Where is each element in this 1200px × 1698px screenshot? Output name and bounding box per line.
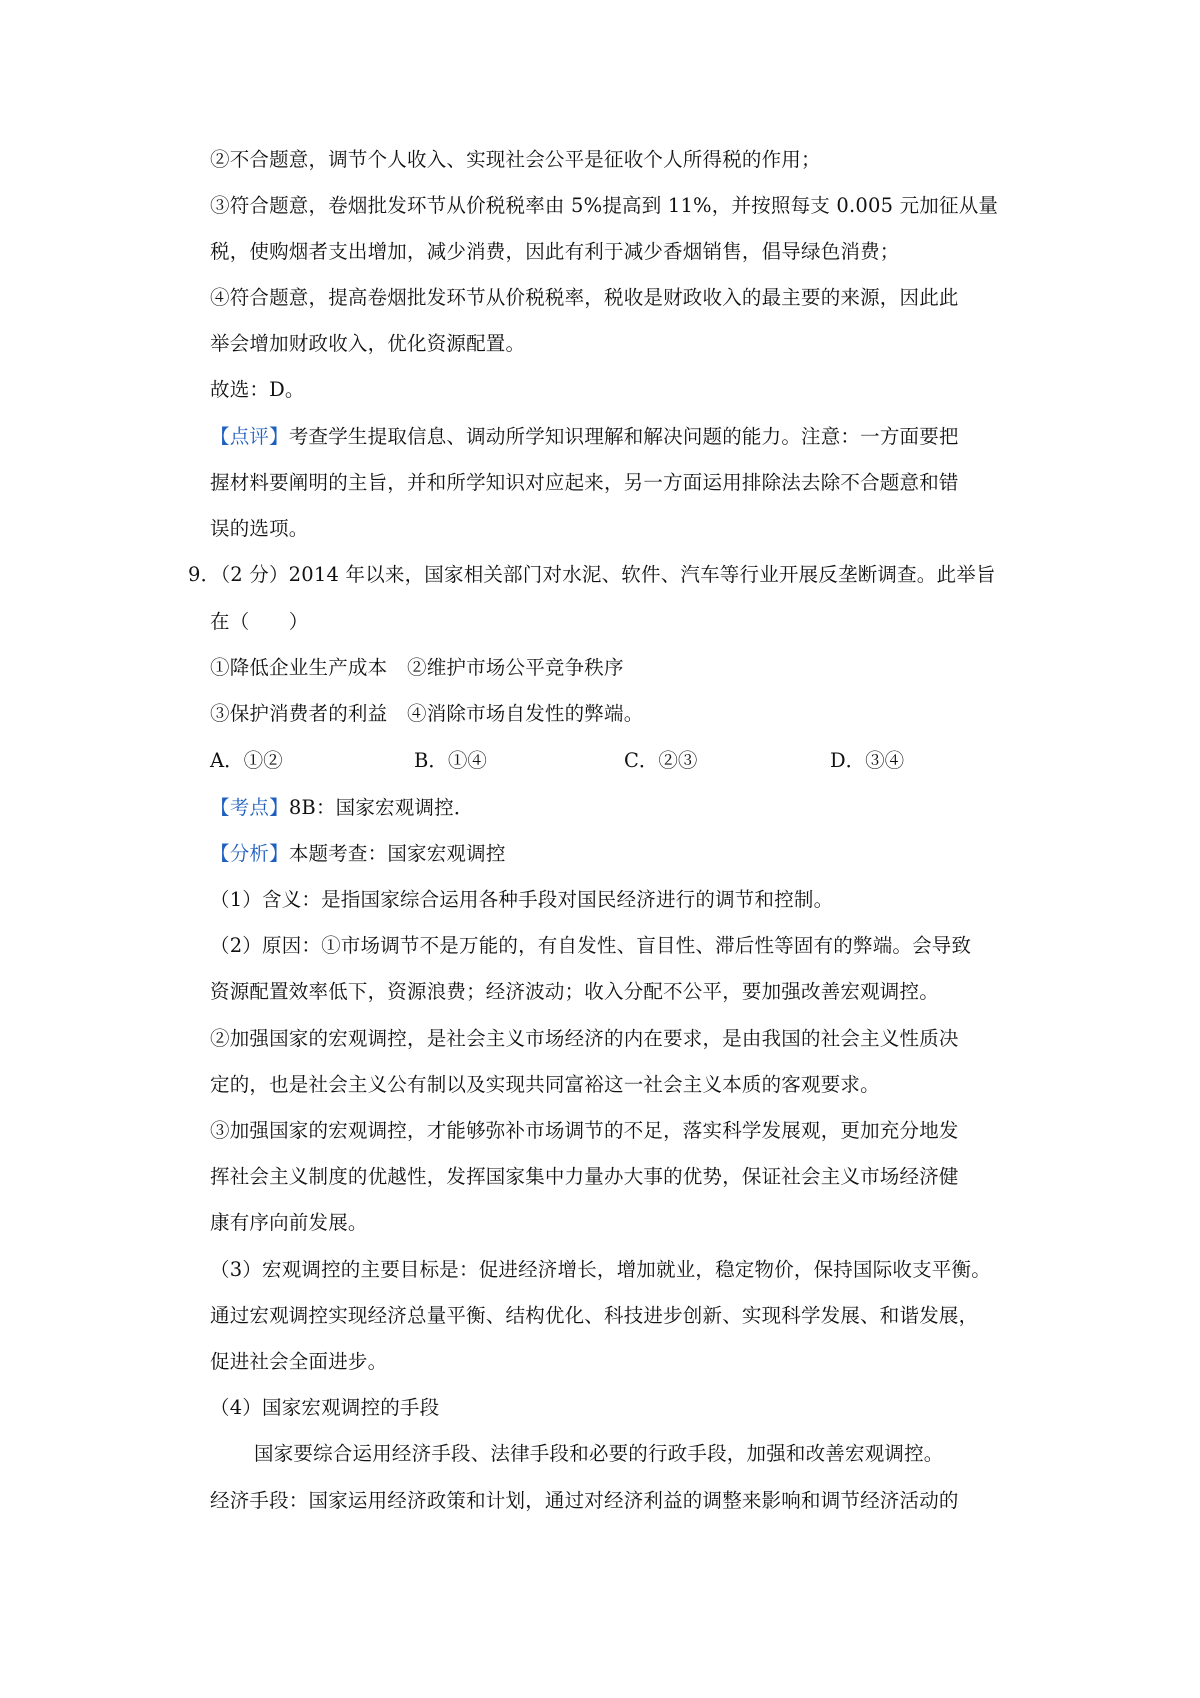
analysis-point-5-line-3: 促进社会全面进步。 bbox=[210, 1350, 388, 1373]
question-number: 9． bbox=[188, 563, 221, 586]
analysis-point-4-line-3: 康有序向前发展。 bbox=[210, 1211, 368, 1234]
analysis-point-5-line-1: （3）宏观调控的主要目标是：促进经济增长，增加就业，稳定物价，保持国际收支平衡。 bbox=[210, 1258, 991, 1281]
kaodian-text: 8B：国家宏观调控． bbox=[288, 796, 474, 819]
option-a: A．①② bbox=[210, 749, 283, 772]
fenxi-line bbox=[210, 840, 506, 868]
kaodian-tag: 【考点】 bbox=[210, 796, 289, 819]
question-9-items-line-2: ③保护消费者的利益 ④消除市场自发性的弊端。 bbox=[210, 702, 644, 725]
question-stem: （2 分）2014 年以来，国家相关部门对水泥、软件、汽车等行业开展反垄断调查。此举旨 bbox=[220, 563, 996, 586]
analysis-point-2-line-1: （2）原因：①市场调节不是万能的，有自发性、盲目性、滞后性等固有的弊端。会导致 bbox=[210, 934, 972, 957]
kaodian-line bbox=[210, 794, 474, 822]
analysis-point-1: （1）含义：是指国家综合运用各种手段对国民经济进行的调节和控制。 bbox=[210, 888, 834, 911]
comment-text: 考查学生提取信息、调动所学知识理解和解决问题的能力。注意：一方面要把 bbox=[288, 425, 959, 448]
analysis-point-2-line-2: 资源配置效率低下，资源浪费；经济波动；收入分配不公平，要加强改善宏观调控。 bbox=[210, 980, 939, 1003]
fenxi-text: 本题考查：国家宏观调控 bbox=[288, 842, 506, 865]
analysis-point-4-line-1: ③加强国家的宏观调控，才能够弥补市场调节的不足，落实科学发展观，更加充分地发 bbox=[210, 1119, 959, 1142]
analysis-paragraph-7: 国家要综合运用经济手段、法律手段和必要的行政手段，加强和改善宏观调控。 bbox=[254, 1442, 944, 1465]
analysis-item-3-line-1: ③符合题意，卷烟批发环节从价税税率由 5%提高到 11%，并按照每支 0.005 元加征从量 bbox=[210, 194, 999, 217]
analysis-paragraph-8: 经济手段：国家运用经济政策和计划，通过对经济利益的调整来影响和调节经济活动的 bbox=[210, 1489, 959, 1512]
answer-line: 故选：D。 bbox=[210, 378, 305, 401]
option-c: C．②③ bbox=[624, 749, 698, 772]
analysis-point-5-line-2: 通过宏观调控实现经济总量平衡、结构优化、科技进步创新、实现科学发展、和谐发展， bbox=[210, 1304, 979, 1327]
analysis-item-4-line-2: 举会增加财政收入，优化资源配置。 bbox=[210, 332, 526, 355]
comment-tag: 【点评】 bbox=[210, 425, 289, 448]
analysis-point-4-line-2: 挥社会主义制度的优越性，发挥国家集中力量办大事的优势，保证社会主义市场经济健 bbox=[210, 1165, 959, 1188]
option-d: D．③④ bbox=[830, 749, 905, 772]
question-9-items-line-1: ①降低企业生产成本 ②维护市场公平竞争秩序 bbox=[210, 656, 624, 679]
comment-line-2: 握材料要阐明的主旨，并和所学知识对应起来，另一方面运用排除法去除不合题意和错 bbox=[210, 471, 959, 494]
fenxi-tag: 【分析】 bbox=[210, 842, 289, 865]
analysis-item-3-line-2: 税，使购烟者支出增加，减少消费，因此有利于减少香烟销售，倡导绿色消费； bbox=[210, 240, 900, 263]
analysis-point-3-line-1: ②加强国家的宏观调控，是社会主义市场经济的内在要求，是由我国的社会主义性质决 bbox=[210, 1027, 959, 1050]
analysis-point-6: （4）国家宏观调控的手段 bbox=[210, 1396, 440, 1419]
question-9-stem-line-1 bbox=[188, 561, 996, 589]
option-b: B．①④ bbox=[414, 749, 487, 772]
question-9-stem-line-2: 在（ ） bbox=[210, 610, 309, 633]
comment-line-3: 误的选项。 bbox=[210, 517, 309, 540]
analysis-point-3-line-2: 定的，也是社会主义公有制以及实现共同富裕这一社会主义本质的客观要求。 bbox=[210, 1073, 880, 1096]
comment-line-1 bbox=[210, 423, 959, 451]
analysis-item-2: ②不合题意，调节个人收入、实现社会公平是征收个人所得税的作用； bbox=[210, 148, 821, 171]
analysis-item-4-line-1: ④符合题意，提高卷烟批发环节从价税税率，税收是财政收入的最主要的来源，因此此 bbox=[210, 286, 959, 309]
